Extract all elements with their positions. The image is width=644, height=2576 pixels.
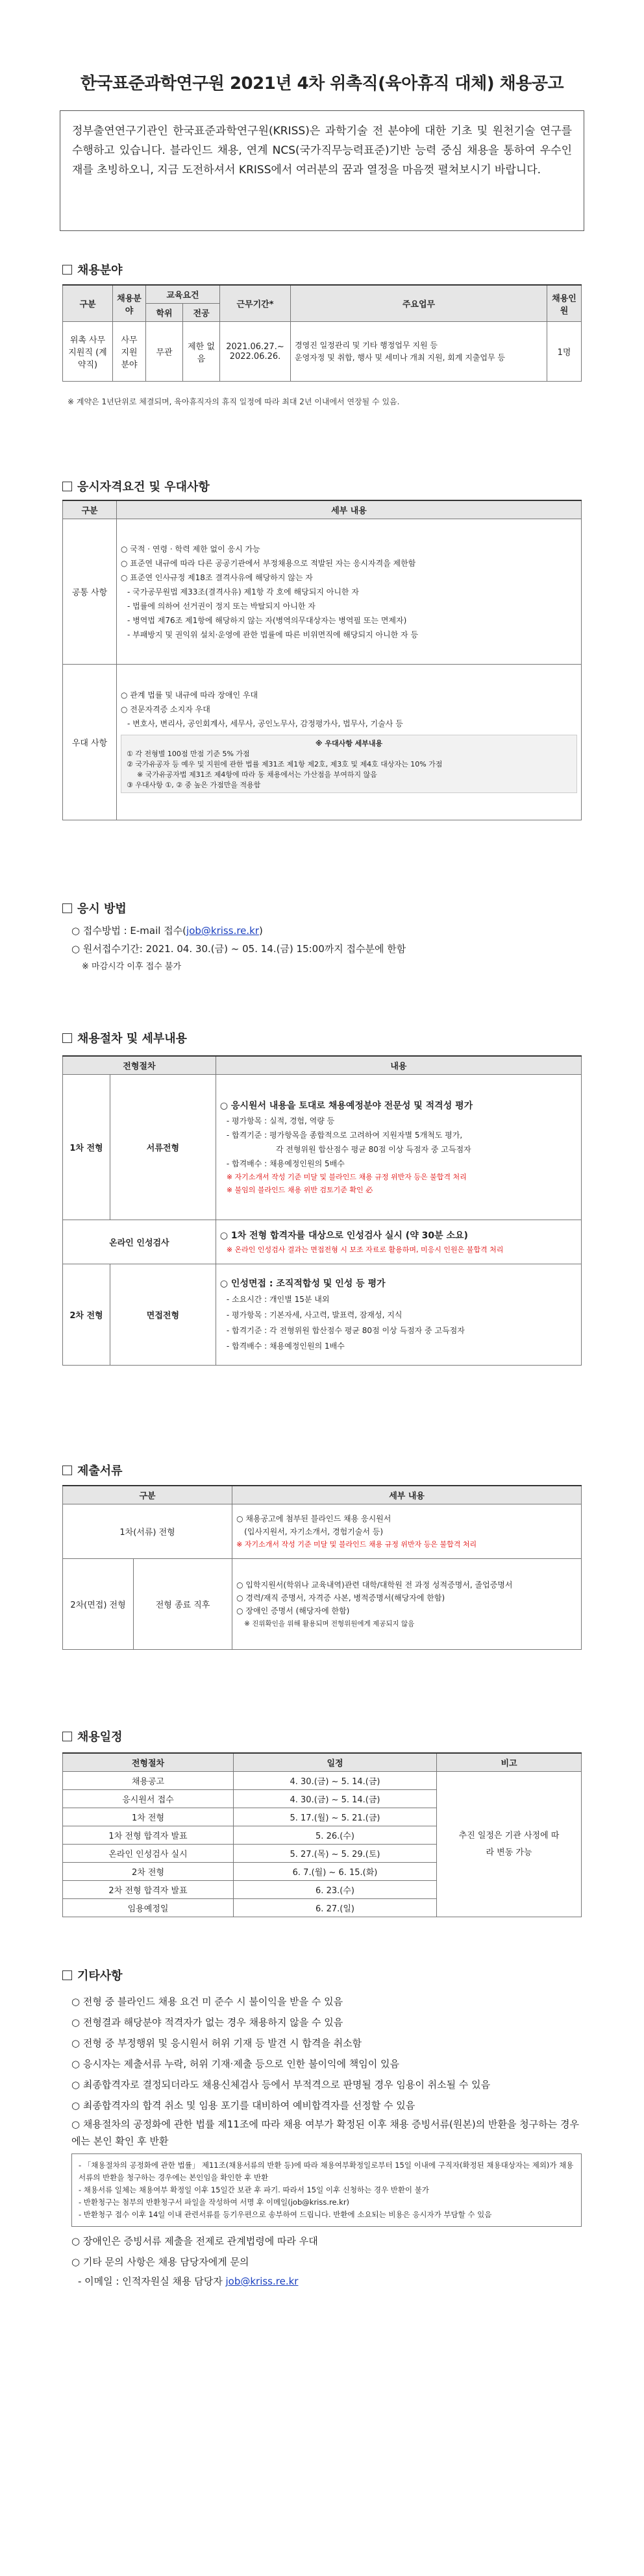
section-docs-heading: 제출서류	[62, 1462, 123, 1478]
apply-block	[62, 922, 582, 976]
cell: 제한 없음	[183, 322, 220, 382]
section-apply-heading: 응시 방법	[62, 900, 127, 916]
col-header: 전형절차	[63, 1056, 216, 1075]
list-item: ○ 기타 문의 사항은 채용 담당자에게 문의	[71, 2256, 249, 2268]
col-header: 교육요건	[146, 285, 220, 304]
cell: 온라인 인성검사	[63, 1220, 216, 1264]
misc-block	[62, 1991, 582, 2290]
table-row: 2차 전형	[63, 1863, 234, 1881]
cell: 4. 30.(금) ~ 5. 14.(금)	[234, 1790, 437, 1808]
square-bullet-icon	[62, 903, 72, 913]
cell: 전형 종료 직후	[134, 1559, 232, 1650]
list-item: ○ 최종합격자의 합격 취소 및 임용 포기를 대비하여 예비합격자를 선정할 수 있음	[71, 2100, 415, 2111]
section-process-heading: 채용절차 및 세부내용	[62, 1029, 187, 1046]
section-schedule-heading: 채용일정	[62, 1728, 123, 1745]
table-row: 온라인 인성검사 실시	[63, 1845, 234, 1863]
table-row: 임용예정일	[63, 1899, 234, 1917]
col-header: 세부 내용	[117, 500, 582, 519]
list-item: ○ 전형 중 블라인드 채용 요건 미 준수 시 불이익을 받을 수 있음	[71, 1996, 343, 2007]
cell: 6. 27.(일)	[234, 1899, 437, 1917]
section-field-heading: 채용분야	[62, 261, 123, 278]
schedule-table	[62, 1752, 582, 1917]
docs-r2-cell: ○ 입학지원서(학위나 교육내역)관련 대학/대학원 전 과정 성적증명서, 졸업증명서 ○ 경력/재직 증명서, 자격증 사본, 병적증명서(해당자에 한함) ○ 장애인 증명서 (해당자에 한함) ※ 진위확인을 위해 활용되며 전형위원에게 제공되지 않음	[232, 1559, 582, 1650]
col-header: 채용분야	[113, 285, 146, 322]
contact-line: - 이메일 : 인적자원실 채용 담당자 job@kriss.re.kr	[78, 2275, 299, 2287]
cell: 2021.06.27.~ 2022.06.26.	[220, 322, 291, 382]
col-header: 내용	[216, 1056, 581, 1075]
process-s2-cell: ○ 인성면접 : 조직적합성 및 인성 등 평가 - 소요시간 : 개인별 15분 내외 - 평가항목 : 기본자세, 사고력, 발표력, 잠재성, 지식 - 합격기준 : 각 전형위원 합산점수 평균 80점 이상 득점자 중 고득점자 - 합격배수 : 채용예정인원의 1배수	[216, 1264, 581, 1366]
contact-email-link[interactable]: job@kriss.re.kr	[225, 2275, 299, 2287]
cell: 면접전형	[110, 1264, 216, 1366]
col-header: 구분	[63, 285, 113, 322]
qual-pref-cell: ○ 관계 법률 및 내규에 따라 장애인 우대 ○ 전문자격증 소지자 우대 - 변호사, 변리사, 공인회계사, 세무사, 공인노무사, 감정평가사, 법무사, 기술사 등 ※ 우대사항 세부내용 ① 각 전형별 100점 만점 기준 5% 가점 ② 국가유공자 등 예우 및 지원에 관한 법률 제31조 제1항 제2호, 제3호 및 제4호 대상자는 10% 가점 ※ 국가유공자법 제31조 제4항에 따라 동 채용에서는 가산점을 부여하지 않음 ③ 우대사항 ①, ② 중 높은 가점만을 적용함	[117, 665, 582, 820]
list-item: ○ 최종합격자로 결정되더라도 채용신체검사 등에서 부적격으로 판명될 경우 임용이 취소될 수 있음	[71, 2079, 491, 2091]
intro-box: 정부출연연구기관인 한국표준과학연구원(KRISS)은 과학기술 전 분야에 대한 기초 및 원천기술 연구를 수행하고 있습니다. 블라인드 채용, 연계 NCS(국가직무능력표준)기반 능력 중심 채용을 통하여 우수인재를 초빙하오니, 지금 도전하셔서 KRISS에서 여러분의 꿈과 열정을 마음껏 펼쳐보시기 바랍니다.	[60, 110, 584, 231]
square-bullet-icon	[62, 265, 72, 275]
section-qual-heading: 응시자격요건 및 우대사항	[62, 478, 210, 495]
cell: 5. 27.(목) ~ 5. 29.(토)	[234, 1845, 437, 1863]
qual-common-cell: ○ 국적 · 연령 · 학력 제한 없이 응시 가능 ○ 표준연 내규에 따라 다른 공공기관에서 부정채용으로 적발된 자는 응시자격을 제한함 ○ 표준연 인사규정 제18조 결격사유에 해당하지 않는 자 - 국가공무원법 제33조(결격사유) 제1항 각 호에 해당되지 아니한 자 - 법률에 의하여 선거권이 정지 또는 박탈되지 아니한 자 - 병역법 제76조 제1항에 해당하지 않는 자(병역의무대상자는 병역필 또는 면제자) - 부패방지 및 권익위 설치·운영에 관한 법률에 따른 비위면직에 해당되지 아니한 자 등	[117, 519, 582, 665]
col-header: 근무기간*	[220, 285, 291, 322]
apply-note: ※ 마감시각 이후 접수 불가	[82, 962, 182, 972]
col-header: 비고	[437, 1753, 582, 1772]
table-row: 응시원서 접수	[63, 1790, 234, 1808]
table-row: 채용공고	[63, 1772, 234, 1790]
square-bullet-icon	[62, 482, 72, 491]
docs-table	[62, 1485, 582, 1650]
return-policy-box: - 「채용절차의 공정화에 관한 법률」 제11조(채용서류의 반환 등)에 따라 채용여부확정일로부터 15일 이내에 구직자(확정된 채용대상자는 제외)가 채용서류의 반환을 청구하는 경우에는 본인임을 확인한 후 반환 - 채용서류 일체는 채용여부 확정일 이후 15일간 보관 후 파기. 따라서 15일 이후 신청하는 경우 반환이 불가 - 반환청구는 첨부의 반환청구서 파일을 작성하여 서명 후 이메일(job@kriss.re.kr) - 반환청구 접수 이후 14일 이내 관련서류를 등기우편으로 송부하여 드립니다. 반환에 소요되는 비용은 응시자가 부담할 수 있음	[71, 2153, 582, 2227]
list-item: ○ 장애인은 증빙서류 제출을 전제로 관계법령에 따라 우대	[71, 2235, 318, 2247]
cell: 2차(면접) 전형	[63, 1559, 134, 1650]
cell: 위촉 사무지원직 (계약직)	[63, 322, 113, 382]
square-bullet-icon	[62, 1033, 72, 1043]
list-item: ○ 채용절차의 공정화에 관한 법률 제11조에 따라 채용 여부가 확정된 이후 채용 증빙서류(원본)의 반환을 청구하는 경우에는 본인 확인 후 반환	[71, 2118, 579, 2147]
col-header: 구분	[63, 1486, 232, 1504]
section-misc-heading: 기타사항	[62, 1967, 123, 1983]
col-header: 세부 내용	[232, 1486, 582, 1504]
cell: 공통 사항	[63, 519, 117, 665]
table-row: 2차 전형 합격자 발표	[63, 1881, 234, 1899]
cell: 1차 전형	[63, 1075, 110, 1220]
process-online-cell: ○ 1차 전형 합격자를 대상으로 인성검사 실시 (약 30분 소요) ※ 온라인 인성검사 결과는 면접전형 시 보조 자료로 활용하며, 미응시 인원은 불합격 처리	[216, 1220, 581, 1264]
col-header: 일정	[234, 1753, 437, 1772]
cell: 6. 7.(월) ~ 6. 15.(화)	[234, 1863, 437, 1881]
cell: 4. 30.(금) ~ 5. 14.(금)	[234, 1772, 437, 1790]
col-header: 구분	[63, 500, 117, 519]
page-title: 한국표준과학연구원 2021년 4차 위촉직(육아휴직 대체) 채용공고	[80, 74, 564, 93]
table-row: 1차 전형 합격자 발표	[63, 1826, 234, 1845]
docs-r1-cell: ○ 채용공고에 첨부된 블라인드 채용 응시원서 (입사지원서, 자기소개서, 경험기술서 등) ※ 자기소개서 작성 기준 미달 및 블라인드 채용 규정 위반자 등은 불합격 처리	[232, 1504, 582, 1559]
list-item: ○ 전형 중 부정행위 및 응시원서 허위 기재 등 발견 시 합격을 취소함	[71, 2037, 362, 2049]
cell: 무관	[146, 322, 183, 382]
col-header: 주요업무	[291, 285, 547, 322]
cell: 2차 전형	[63, 1264, 110, 1366]
cell: 우대 사항	[63, 665, 117, 820]
pref-detail-box: ※ 우대사항 세부내용 ① 각 전형별 100점 만점 기준 5% 가점 ② 국가유공자 등 예우 및 지원에 관한 법률 제31조 제1항 제2호, 제3호 및 제4호 대상자는 10% 가점 ※ 국가유공자법 제31조 제4항에 따라 동 채용에서는 가산점을 부여하지 않음 ③ 우대사항 ①, ② 중 높은 가점만을 적용함	[121, 735, 577, 793]
cell: 6. 23.(수)	[234, 1881, 437, 1899]
apply-period: ○ 원서접수기간: 2021. 04. 30.(금) ~ 05. 14.(금) 15:00까지 접수분에 한함	[71, 943, 406, 955]
square-bullet-icon	[62, 1732, 72, 1741]
cell: 1차(서류) 전형	[63, 1504, 232, 1559]
process-s1-cell: ○ 응시원서 내용을 토대로 채용예정분야 전문성 및 적격성 평가 - 평가항목 : 실적, 경험, 역량 등 - 합격기준 : 평가항목을 종합적으로 고려하여 지원자별 5개척도 평가, 각 전형위원 합산점수 평균 80점 이상 득점자 중 고득점자 - 합격배수 : 채용예정인원의 5배수 ※ 자기소개서 작성 기준 미달 및 블라인드 채용 규정 위반자 등은 불합격 처리 ※ 불임의 블라인드 채용 위반 검토기준 확인 必	[216, 1075, 581, 1220]
cell: 1명	[547, 322, 582, 382]
col-header: 전형절차	[63, 1753, 234, 1772]
col-header: 전공	[183, 304, 220, 322]
apply-email-link[interactable]: job@kriss.re.kr	[186, 925, 260, 937]
list-item: ○ 응시자는 제출서류 누락, 허위 기재·제출 등으로 인한 불이익에 책임이 있음	[71, 2058, 400, 2070]
col-header: 채용인원	[547, 285, 582, 322]
cell: 서류전형	[110, 1075, 216, 1220]
col-header: 학위	[146, 304, 183, 322]
table-row: 1차 전형	[63, 1808, 234, 1826]
schedule-note: 추진 일정은 기관 사정에 따라 변동 가능	[437, 1772, 582, 1917]
field-note: ※ 계약은 1년단위로 체결되며, 육아휴직자의 휴직 일정에 따라 최대 2년 이내에서 연장될 수 있음.	[68, 397, 400, 406]
qual-table	[62, 500, 582, 820]
cell: 5. 26.(수)	[234, 1826, 437, 1845]
field-table	[62, 284, 582, 382]
square-bullet-icon	[62, 1970, 72, 1980]
apply-method: ○ 접수방법 : E-mail 접수(job@kriss.re.kr)	[71, 925, 263, 937]
list-item: ○ 전형결과 해당분야 적격자가 없는 경우 채용하지 않을 수 있음	[71, 2017, 343, 2028]
square-bullet-icon	[62, 1466, 72, 1475]
cell: 5. 17.(월) ~ 5. 21.(금)	[234, 1808, 437, 1826]
cell-duties: 경영진 일정관리 및 기타 행정업무 지원 등 운영자정 및 취합, 행사 및 세미나 개최 지원, 회계 지출업무 등	[291, 322, 547, 382]
process-table	[62, 1055, 582, 1366]
cell: 사무 지원 분야	[113, 322, 146, 382]
